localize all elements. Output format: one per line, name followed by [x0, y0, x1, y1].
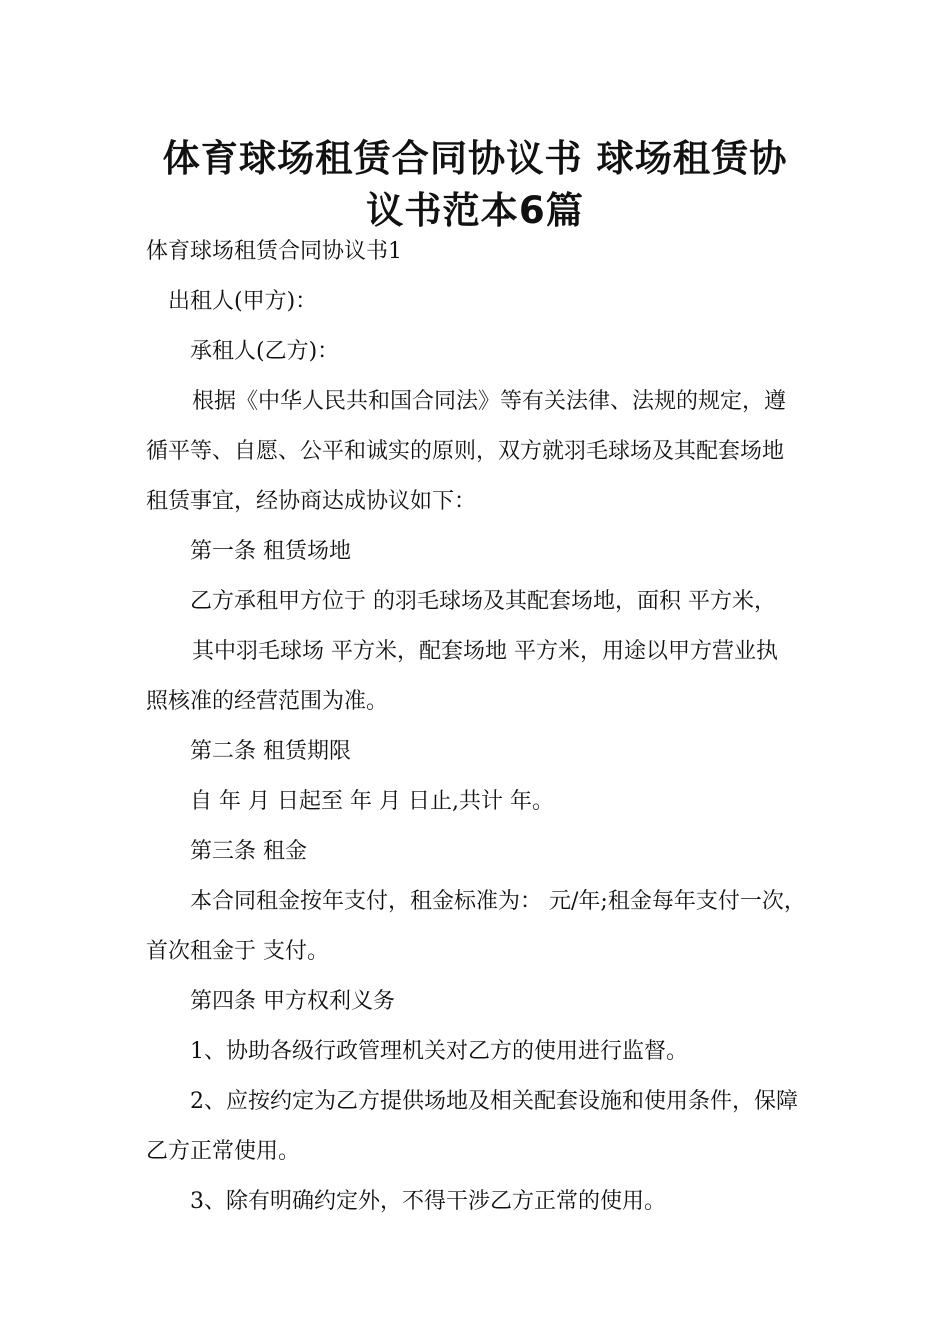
preamble-line-2: 循平等、自愿、公平和诚实的原则，双方就羽毛球场及其配套场地 [146, 439, 785, 464]
article-4-item-2: 2、应按约定为乙方提供场地及相关配套设施和使用条件，保障 [190, 1089, 798, 1114]
preamble-line-3: 租赁事宜，经协商达成协议如下： [146, 489, 477, 514]
document-title-line-1: 体育球场租赁合同协议书 球场租赁协 [162, 136, 788, 180]
section-heading: 体育球场租赁合同协议书1 [146, 239, 402, 264]
lessee-line: 承租人(乙方)： [190, 339, 340, 364]
article-3-title: 第三条 租金 [190, 839, 307, 864]
article-3-text-line-2: 首次租金于 支付。 [146, 939, 329, 964]
preamble-line-1: 根据《中华人民共和国合同法》等有关法律、法规的规定，遵 [192, 389, 787, 414]
article-1-text-line-3: 照核准的经营范围为准。 [146, 689, 389, 714]
article-1-title: 第一条 租赁场地 [190, 539, 351, 564]
article-4-item-2-continued: 乙方正常使用。 [146, 1139, 301, 1164]
article-4-title: 第四条 甲方权利义务 [190, 989, 395, 1014]
article-2-title: 第二条 租赁期限 [190, 739, 351, 764]
article-4-item-3: 3、除有明确约定外，不得干涉乙方正常的使用。 [190, 1189, 666, 1214]
article-4-item-1: 1、协助各级行政管理机关对乙方的使用进行监督。 [190, 1039, 688, 1064]
article-2-text: 自 年 月 日起至 年 月 日止,共计 年。 [190, 789, 554, 814]
article-3-text-line-1: 本合同租金按年支付，租金标准为： 元/年;租金每年支付一次， [190, 889, 806, 914]
lessor-line: 出租人(甲方)： [168, 289, 318, 314]
article-1-text-line-2: 其中羽毛球场 平方米，配套场地 平方米，用途以甲方营业执 [192, 639, 778, 664]
article-1-text-line-1: 乙方承租甲方位于 的羽毛球场及其配套场地，面积 平方米， [190, 589, 776, 614]
document-title-line-2: 议书范本6篇 [366, 188, 584, 232]
